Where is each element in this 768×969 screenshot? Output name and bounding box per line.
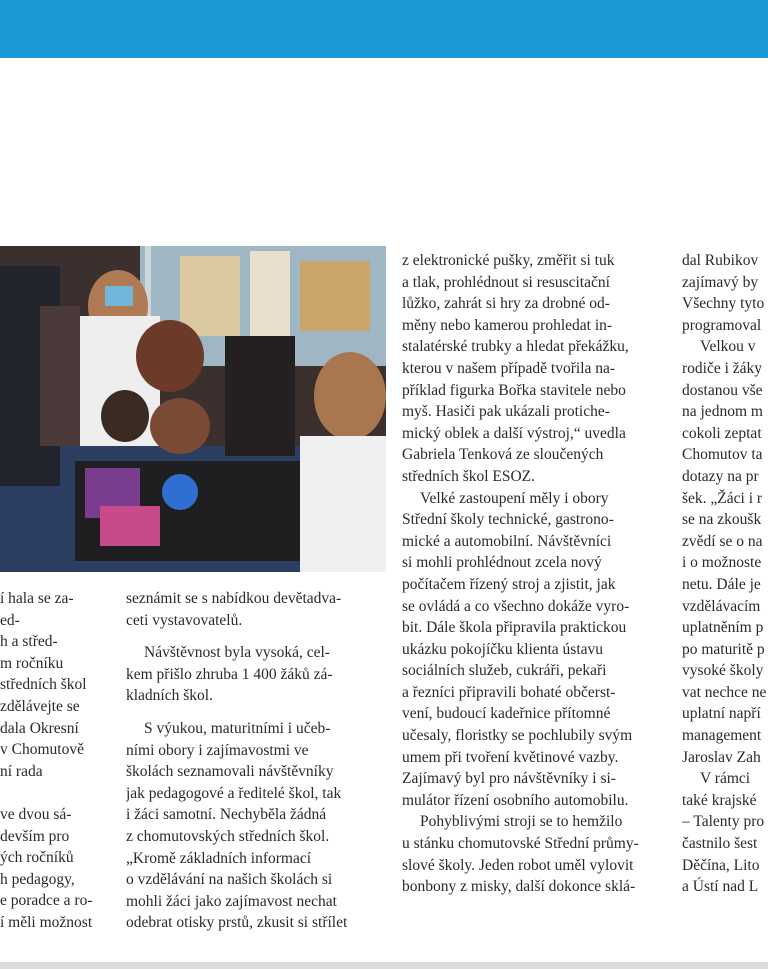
text-line: h pedagogy, [0,870,75,888]
text-line: jak pedagogové a ředitelé škol, tak [126,784,342,802]
paragraph-gap [126,631,390,642]
text-line: í měli možnost [0,913,93,931]
text-line: Zajímavý byl pro návštěvníky i si- [402,770,616,788]
text-line: slové školy. Jeden robot uměl vylovit [402,856,634,874]
text-line: častnilo šest [682,835,758,853]
text-line: lůžko, zahrát si hry za drobné od- [402,295,610,313]
text-line: netu. Dále je [682,575,761,593]
text-line: se ovládá a co všechno dokáže vyro- [402,597,630,615]
text-line: odebrat otisky prstů, zkusit si střílet [126,914,348,932]
text-line: ceti vystavovatelů. [126,611,243,629]
text-line: mický oblek a další výstroj,“ uvedla [402,424,626,442]
text-line: se na zkoušk [682,511,762,529]
text-line: zvědí se o na [682,532,763,550]
text-line: příklad figurka Bořka stavitele nebo [402,381,626,399]
text-line: ých ročníků [0,849,74,867]
text-line: V rámci [700,770,751,788]
text-line: z elektronické pušky, změřit si tuk [402,252,615,269]
text-line: h a střed- [0,633,58,651]
text-line: kterou v našem případě tvořila na- [402,359,616,377]
top-color-bar [0,0,768,58]
text-line: si mohli prohlédnout zcela nový [402,554,602,572]
text-line: zajímavý by [682,273,759,291]
text-line: dostanou vše [682,381,763,399]
text-line: počítačem řízený stroj a zjistit, jak [402,575,616,593]
text-line: na jednom m [682,403,763,421]
text-line: Jaroslav Zah [682,748,761,766]
text-line: učesaly, floristky se pochlubily svým [402,727,633,745]
text-line: bit. Dále škola připravila praktickou [402,619,627,637]
text-line: bonbony z misky, další dokonce sklá- [402,878,636,896]
text-line: programoval [682,316,762,334]
text-line: kladních škol. [126,687,213,705]
text-line: umem při tvoření květinové vazby. [402,748,619,766]
text-line: a řezníci připravili bohaté občerst- [402,683,616,701]
text-line: rodiče i žáky [682,359,763,377]
paragraph-gap [126,707,390,718]
photo-icon [0,246,386,572]
text-line: í hala se za- [0,590,74,607]
text-line: také krajské [682,791,757,809]
text-line: a tlak, prohlédnout si resuscitační [402,273,610,291]
text-line: dal Rubikov [682,252,759,269]
text-column-4 [682,250,768,898]
text-line: i o možnoste [682,554,762,572]
text-line: vysoké školy [682,662,764,680]
text-line: i žáci samotní. Nechyběla žádná [126,806,327,824]
text-line: v Chomutově [0,741,84,759]
text-line: devším pro [0,827,70,845]
text-line: seznámit se s nabídkou devětadva- [126,590,342,607]
text-line: uplatní napří [682,705,761,723]
text-line: šek. „Žáci i r [682,489,763,507]
text-line: stalatérské trubky a hledat překážku, [402,338,629,356]
text-line: Chomutov ta [682,446,763,464]
text-line: ve dvou sá- [0,805,72,823]
text-line: e poradce a ro- [0,892,93,910]
text-line: management [682,727,762,745]
text-line [0,782,116,804]
text-line: Všechny tyto [682,295,765,313]
text-column-1 [0,588,116,934]
text-line: školách seznamovali návštěvníky [126,763,334,781]
text-line: dala Okresní [0,719,79,737]
text-line: mické a automobilní. Návštěvníci [402,532,612,550]
text-line: ukázku pokojíčku klienta ústavu [402,640,604,658]
text-line: z chomutovských středních škol. [126,827,330,845]
text-line: uplatněním p [682,619,764,637]
text-column-2 [126,588,390,934]
text-line: – Talenty pro [682,813,765,831]
text-line: u stánku chomutovské Střední průmy- [402,835,639,853]
text-line: Velkou v [700,338,756,356]
text-line: středních škol ESOZ. [402,467,536,485]
text-line: o vzdělávání na našich školách si [126,871,333,889]
text-line: myš. Hasiči pak ukázali protiche- [402,403,610,421]
text-line: mohli žáci jako zajímavost nechat [126,892,337,910]
text-line: m ročníku [0,654,64,672]
text-line: a Ústí nad L [682,878,759,896]
text-line: mulátor řízení osobního automobilu. [402,791,629,809]
text-line: „Kromě základních informací [126,849,312,867]
article-photo [0,246,386,572]
text-line: ní rada [0,762,43,780]
text-line: středních škol [0,676,87,694]
text-line: Gabriela Tenková ze sloučených [402,446,604,464]
text-line: dotazy na pr [682,467,759,485]
text-line: Pohyblivými stroji se to hemžilo [420,813,623,831]
text-line: sociálních služeb, cukráři, pekaři [402,662,607,680]
text-line: vzdělávacím [682,597,761,615]
text-line: Návštěvnost byla vysoká, cel- [144,644,330,662]
text-line: měny nebo kamerou prohledat in- [402,316,613,334]
text-line: vení, budoucí kadeřnice přítomné [402,705,611,723]
text-line: Střední školy technické, gastrono- [402,511,614,529]
text-line: S výukou, maturitními i učeb- [144,719,331,737]
text-line: Děčína, Lito [682,856,760,874]
text-line: Velké zastoupení měly i obory [420,489,609,507]
text-line: po maturitě p [682,640,765,658]
text-line: zdělávejte se [0,697,80,715]
text-line: vat nechce ne [682,683,767,701]
text-line: ed- [0,611,20,629]
text-column-3 [402,250,670,898]
text-line: kem přišlo zhruba 1 400 žáků zá- [126,665,333,683]
text-line: ními obory i zajímavostmi ve [126,741,309,759]
text-line: cokoli zeptat [682,424,762,442]
page-bottom-edge [0,962,768,969]
